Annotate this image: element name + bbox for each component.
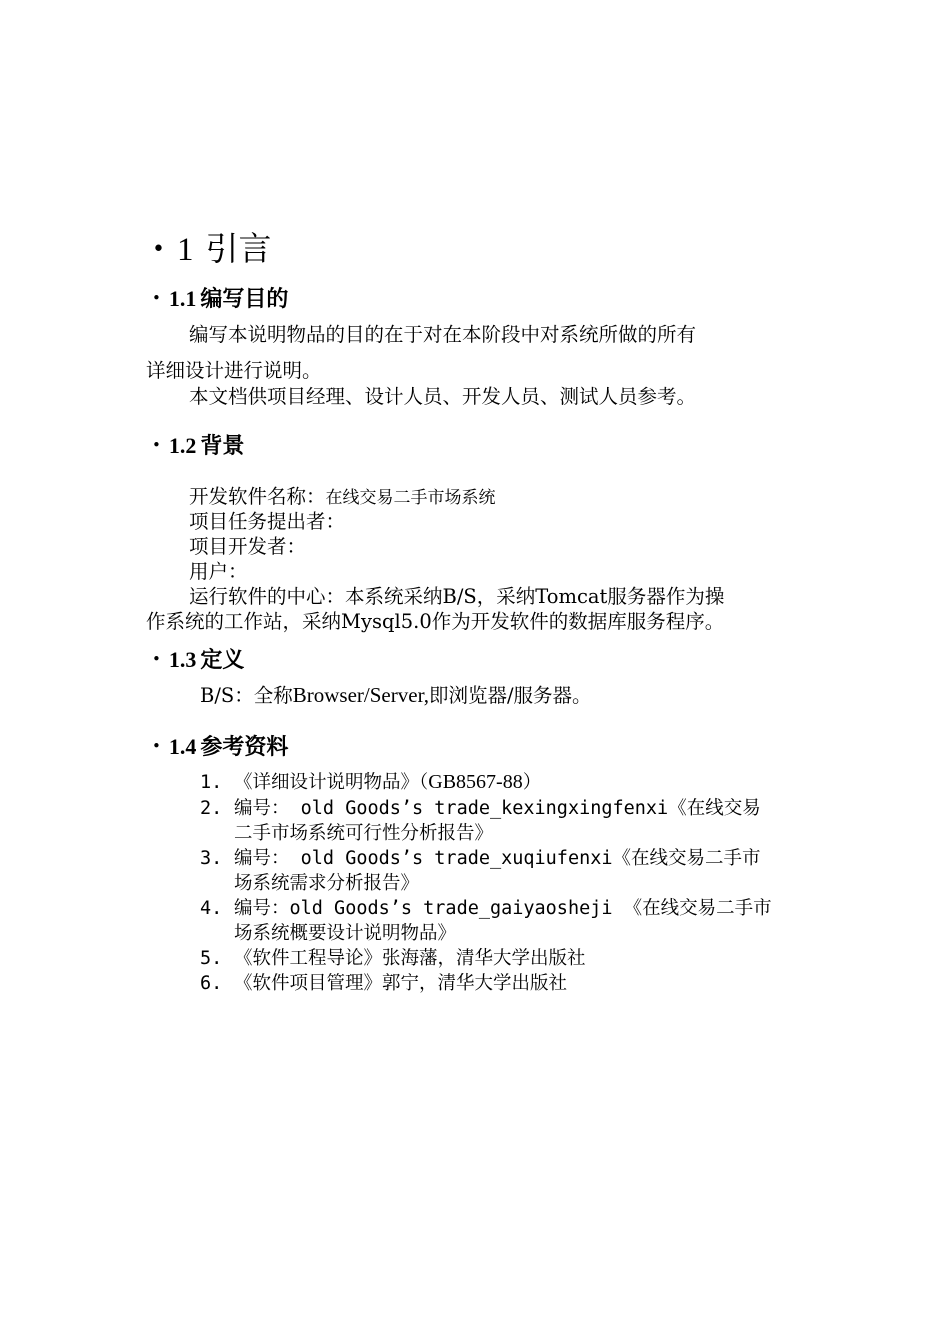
software-name-value: 在线交易二手市场系统 <box>325 488 496 508</box>
definition-prefix: B/S：全称 <box>200 684 293 707</box>
section-1-2-heading <box>152 430 244 461</box>
software-name-label: 开发软件名称： <box>189 485 326 508</box>
definition-line <box>200 682 592 709</box>
section-title: 定义 <box>200 647 245 673</box>
reference-text: 《详细设计说明物品》（GB8567-88） <box>234 771 542 793</box>
section-title: 背景 <box>200 433 245 459</box>
definition-suffix: 即浏览器/服务器。 <box>428 684 592 707</box>
bullet-icon: • <box>152 237 165 262</box>
environment-line-2: 作系统的工作站，采纳Mysql5.0作为开发软件的数据库服务程序。 <box>146 610 725 633</box>
reference-text-line-1: 编号：old Goods’s trade_gaiyaosheji 《在线交易二手市 <box>234 898 772 919</box>
reference-number: 2. <box>200 798 223 819</box>
section-1-3-heading <box>152 644 244 675</box>
section-title: 参考资料 <box>200 734 289 760</box>
section-1-1-heading <box>152 283 288 314</box>
reference-number: 6. <box>200 973 223 994</box>
reference-text: 《软件项目管理》郭宁，清华大学出版社 <box>234 973 568 994</box>
reference-text-line-2: 二手市场系统可行性分析报告》 <box>234 823 494 844</box>
environment-line-1: 运行软件的中心：本系统采纳B/S，采纳Tomcat服务器作为操 <box>189 585 725 608</box>
task-proposer-line: 项目任务提出者： <box>189 510 346 533</box>
purpose-paragraph-line-2: 详细设计进行说明。 <box>146 359 322 382</box>
purpose-paragraph-line-1: 编写本说明物品的目的在于对在本阶段中对系统所做的所有 <box>189 323 697 346</box>
definition-term: Browser/Server, <box>292 683 429 707</box>
reference-number: 1. <box>200 772 223 793</box>
bullet-icon: • <box>152 650 161 668</box>
reference-text: 《软件工程导论》张海藩，清华大学出版社 <box>234 948 586 969</box>
bullet-icon: • <box>152 436 161 454</box>
section-title: 引言 <box>205 229 272 268</box>
section-title: 编写目的 <box>200 286 289 312</box>
software-name-line <box>189 484 496 511</box>
reference-number: 4. <box>200 898 223 919</box>
section-number: 1.2 <box>168 433 197 458</box>
bullet-icon: • <box>152 737 161 755</box>
reference-text-line-2: 场系统概要设计说明物品》 <box>234 923 457 944</box>
user-line: 用户： <box>189 560 248 583</box>
project-developer-line: 项目开发者： <box>189 535 307 558</box>
audience-paragraph: 本文档供项目经理、设计人员、开发人员、测试人员参考。 <box>189 385 697 408</box>
reference-number: 5. <box>200 948 223 969</box>
section-number: 1.4 <box>168 734 197 759</box>
section-number: 1 <box>176 232 194 268</box>
reference-text-line-1: 编号： old Goods’s trade_xuqiufenxi《在线交易二手市 <box>234 848 761 869</box>
reference-number: 3. <box>200 848 223 869</box>
section-1-4-heading <box>152 731 288 762</box>
reference-text-line-2: 场系统需求分析报告》 <box>234 873 420 894</box>
bullet-icon: • <box>152 289 161 307</box>
section-1-heading <box>152 229 271 270</box>
section-number: 1.3 <box>168 647 197 672</box>
section-number: 1.1 <box>168 286 197 311</box>
reference-text-line-1: 编号： old Goods’s trade_kexingxingfenxi《在线交易 <box>234 798 761 819</box>
